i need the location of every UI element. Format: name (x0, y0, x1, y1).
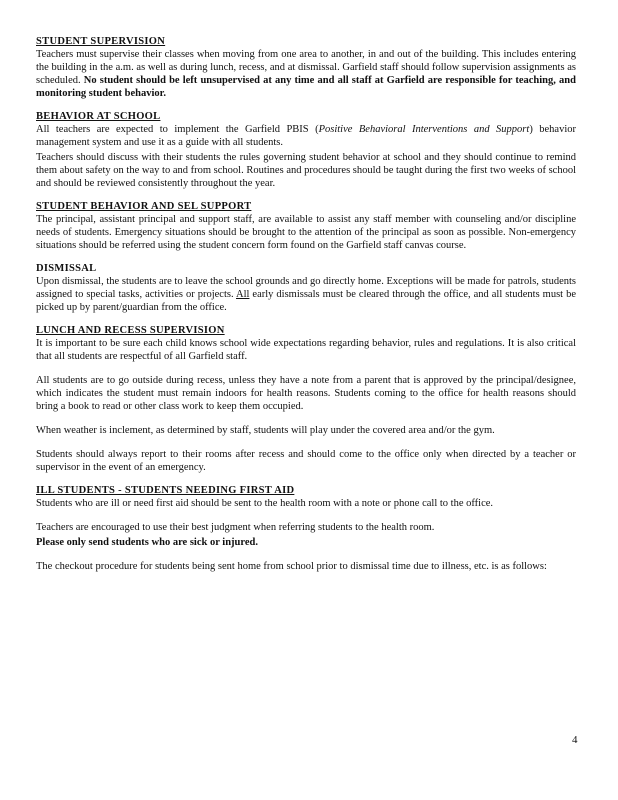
section-heading: STUDENT SUPERVISION (36, 36, 166, 47)
underlined-text-run: All (236, 289, 250, 300)
page-number: 4 (572, 734, 578, 746)
paragraph: All students are to go outside during recess, unless they have a note from a parent that is approved by the principal/designee, which indicates the student must remain indoors for health reasons. Students coming to the office for health reasons should bring a book to read or other class work to keep them occupied. (36, 375, 576, 412)
section-student-supervision (36, 36, 576, 100)
section-ill-students (36, 485, 576, 573)
section-behavior-at-school (36, 111, 576, 190)
italic-text-run: Positive Behavioral Interventions and Support (318, 124, 530, 135)
text-run: Teachers must supervise their classes when moving from one area to another, in and out of the building. This includes entering the building in the a.m. as well as during lunch, recess, and at dismissal. Garfield staff should follow supervision assignments as scheduled. (36, 49, 576, 86)
paragraph: Students who are ill or need first aid should be sent to the health room with a note or phone call to the office. (36, 498, 494, 509)
section-heading: STUDENT BEHAVIOR AND SEL SUPPORT (36, 201, 252, 212)
section-heading: ILL STUDENTS - STUDENTS NEEDING FIRST AID (36, 485, 295, 496)
text-run: early dismissals must be cleared through the office, and all students must be picked up by parent/guardian from the office. (36, 289, 576, 313)
text-run: All teachers are expected to implement the Garfield PBIS ( (36, 124, 319, 135)
paragraph: Teachers are encouraged to use their best judgment when referring students to the health room. (36, 522, 435, 533)
section-behavior-sel-support (36, 201, 576, 252)
paragraph: It is important to be sure each child knows school wide expectations regarding behavior, rules and regulations. It is also critical that all students are respectful of all Garfield staff. (36, 338, 576, 362)
text-run: Upon dismissal, the students are to leave the school grounds and go directly home. Exceptions will be made for patrols, students assigned to special tasks, activities or projects. (36, 276, 576, 300)
paragraph (36, 48, 576, 100)
section-heading: LUNCH AND RECESS SUPERVISION (36, 325, 225, 336)
paragraph: When weather is inclement, as determined by staff, students will play under the covered area and/or the gym. (36, 425, 495, 436)
document-page (36, 36, 576, 584)
paragraph: Please only send students who are sick or injured. (36, 537, 258, 548)
paragraph: Students should always report to their rooms after recess and should come to the office only when directed by a teacher or supervisor in the event of an emergency. (36, 449, 576, 473)
paragraph: The checkout procedure for students being sent home from school prior to dismissal time due to illness, etc. is as follows: (36, 561, 547, 572)
paragraph (36, 275, 576, 314)
section-heading: DISMISSAL (36, 263, 97, 274)
section-dismissal (36, 263, 576, 314)
paragraph: The principal, assistant principal and support staff, are available to assist any staff member with counseling and/or discipline needs of students. Emergency situations should be brought to the attention of the principal as soon as possible. Non-emergency situations should be referred using the student concern form found on the Garfield staff canvas course. (36, 214, 576, 251)
paragraph (36, 123, 576, 149)
bold-text-run: No student should be left unsupervised at any time and all staff at Garfield are responsible for teaching, and monitoring student behavior. (36, 75, 576, 99)
section-lunch-recess (36, 325, 576, 474)
text-run: ) behavior management system and use it as a guide with all students. (36, 124, 576, 148)
section-heading: BEHAVIOR AT SCHOOL (36, 111, 161, 122)
paragraph: Teachers should discuss with their students the rules governing student behavior at school and they should continue to remind them about safety on the way to and from school. Routines and procedures should be taught during the first two weeks of school and should be reviewed consistently throughout the year. (36, 152, 576, 189)
